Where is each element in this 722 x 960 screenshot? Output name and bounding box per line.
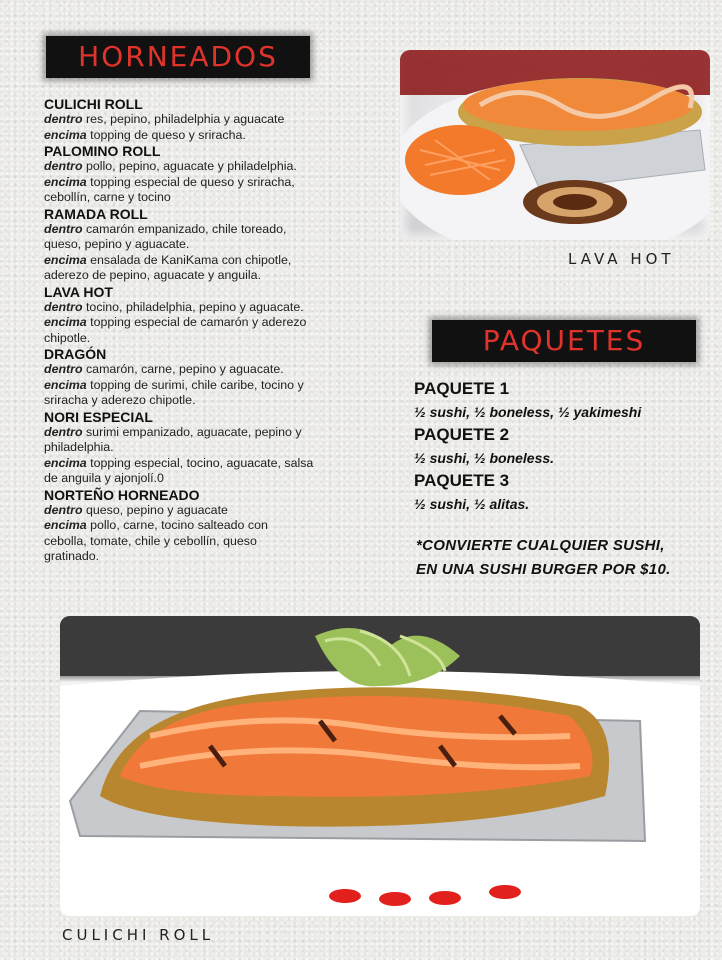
menu-item-ingredients	[44, 362, 384, 378]
paquete-item	[414, 424, 714, 470]
paquete-description: ½ sushi, ½ boneless, ½ yakimeshi	[414, 404, 642, 420]
menu-item	[44, 346, 384, 409]
ingredient-text: topping especial de camarón y aderezo	[86, 315, 307, 329]
paquete-description: ½ sushi, ½ alitas.	[414, 496, 530, 512]
menu-item-name: NORI ESPECIAL	[44, 408, 153, 425]
ingredient-label: encima	[44, 127, 87, 142]
ingredient-text: camarón empanizado, chile toreado,	[82, 221, 287, 236]
paquete-title: PAQUETE 3	[414, 471, 510, 490]
menu-item-ingredients	[44, 190, 384, 206]
menu-item-ingredients	[44, 425, 384, 441]
sushi-burger-note	[416, 534, 720, 582]
ingredient-label: encima	[44, 252, 87, 267]
menu-item-ingredients	[44, 128, 384, 144]
menu-item	[44, 409, 384, 487]
ingredient-text: surimi empanizado, aguacate, pepino y	[82, 424, 302, 439]
paquete-title: PAQUETE 2	[414, 425, 510, 444]
ingredient-label: encima	[44, 455, 87, 470]
menu-item-ingredients	[44, 237, 384, 253]
ingredient-text: philadelphia.	[44, 440, 114, 454]
menu-item-ingredients	[44, 503, 384, 519]
menu-item-name: DRAGÓN	[44, 346, 107, 362]
culichi-roll-photo	[60, 616, 700, 916]
menu-item-ingredients	[44, 440, 384, 456]
ingredient-label: dentro	[44, 299, 83, 314]
ingredient-label: dentro	[44, 502, 83, 517]
menu-item-ingredients	[44, 315, 384, 331]
ingredient-label: dentro	[44, 362, 83, 376]
horneados-menu-list	[44, 96, 384, 565]
ingredient-label: encima	[44, 518, 87, 532]
ingredient-text: topping de queso y sriracha.	[86, 127, 246, 142]
paquetes-list	[414, 378, 714, 516]
ingredient-text: sriracha y aderezo chipotle.	[44, 393, 196, 407]
ingredient-text: camarón, carne, pepino y aguacate.	[82, 362, 284, 376]
ingredient-text: cebollín, carne y tocino	[44, 190, 171, 204]
menu-item-ingredients	[44, 393, 384, 409]
menu-item-ingredients	[44, 268, 384, 284]
note-line: *CONVIERTE CUALQUIER SUSHI,	[416, 537, 665, 554]
ingredient-text: aderezo de pepino, aguacate y anguila.	[44, 268, 262, 282]
menu-item-name: LAVA HOT	[44, 283, 113, 300]
menu-item-ingredients	[44, 378, 384, 394]
menu-item-ingredients	[44, 534, 384, 550]
menu-item	[44, 96, 384, 143]
menu-item-ingredients	[44, 112, 384, 128]
ingredient-text: topping de surimi, chile caribe, tocino y	[86, 377, 304, 392]
menu-item	[44, 284, 384, 347]
menu-item-ingredients	[44, 331, 384, 347]
ingredient-text: topping especial, tocino, aguacate, salsa	[86, 455, 314, 470]
ingredient-label: dentro	[44, 112, 83, 126]
menu-item	[44, 143, 384, 206]
ingredient-text: gratinado.	[44, 549, 100, 563]
horneados-heading: HORNEADOS	[46, 36, 310, 78]
note-line: EN UNA SUSHI BURGER POR $10.	[416, 561, 671, 578]
paquetes-heading: PAQUETES	[432, 320, 696, 362]
ingredient-text: chipotle.	[44, 330, 91, 345]
ingredient-label: encima	[44, 315, 87, 329]
ingredient-text: pollo, pepino, aguacate y philadelphia.	[82, 159, 297, 173]
menu-item-ingredients	[44, 300, 384, 316]
ingredient-text: queso, pepino y aguacate.	[44, 237, 190, 251]
menu-item-ingredients	[44, 456, 384, 472]
ingredient-label: dentro	[44, 424, 83, 439]
ingredient-text: tocino, philadelphia, pepino y aguacate.	[82, 299, 304, 314]
ingredient-label: encima	[44, 377, 87, 392]
ingredient-text: cebolla, tomate, chile y cebollín, queso	[44, 533, 257, 548]
paquete-item	[414, 470, 714, 516]
menu-item-ingredients	[44, 549, 384, 565]
menu-item-name: PALOMINO ROLL	[44, 143, 161, 159]
menu-item-ingredients	[44, 175, 384, 191]
menu-item	[44, 487, 384, 565]
ingredient-text: queso, pepino y aguacate	[82, 502, 228, 517]
paquete-item	[414, 378, 714, 424]
paquete-description: ½ sushi, ½ boneless.	[414, 450, 555, 466]
menu-item	[44, 206, 384, 284]
menu-item-ingredients	[44, 159, 384, 175]
menu-item-ingredients	[44, 471, 384, 487]
ingredient-label: dentro	[44, 159, 83, 173]
menu-item-name: CULICHI ROLL	[44, 96, 143, 112]
menu-item-name: RAMADA ROLL	[44, 205, 148, 222]
menu-item-ingredients	[44, 222, 384, 238]
paquete-title: PAQUETE 1	[414, 379, 510, 398]
lava-hot-photo	[400, 50, 710, 240]
ingredient-text: topping especial de queso y sriracha,	[86, 174, 295, 189]
ingredient-text: pollo, carne, tocino salteado con	[86, 518, 268, 532]
ingredient-text: de anguila y ajonjolí.0	[44, 471, 164, 485]
ingredient-text: res, pepino, philadelphia y aguacate	[82, 112, 285, 126]
ingredient-label: encima	[44, 174, 87, 189]
menu-item-name: NORTEÑO HORNEADO	[44, 486, 200, 503]
lava-hot-caption: LAVA HOT	[568, 250, 675, 268]
menu-item-ingredients	[44, 518, 384, 534]
ingredient-text: ensalada de KaniKama con chipotle,	[86, 252, 292, 267]
ingredient-label: dentro	[44, 221, 83, 236]
menu-item-ingredients	[44, 253, 384, 269]
culichi-roll-caption: CULICHI ROLL	[62, 926, 215, 944]
